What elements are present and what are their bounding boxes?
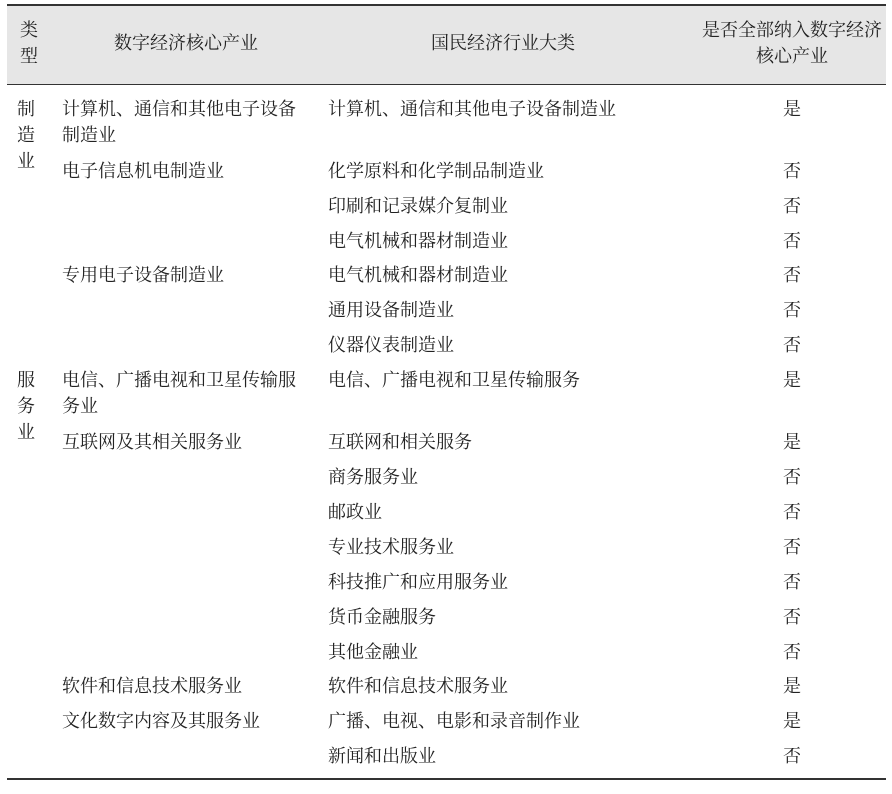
category-cell: 软件和信息技术服务业 <box>328 676 508 697</box>
included-cell: 否 <box>783 746 801 767</box>
category-cell: 电信、广播电视和卫星传输服务 <box>328 370 580 391</box>
header-fully-included: 是否全部纳入数字经济核心产业 <box>702 20 882 67</box>
included-cell: 否 <box>783 607 801 628</box>
included-cell: 否 <box>783 335 801 356</box>
header-type: 类型 <box>20 20 38 67</box>
category-cell: 电气机械和器材制造业 <box>328 231 508 252</box>
category-cell: 新闻和出版业 <box>328 746 436 767</box>
included-cell: 是 <box>783 370 801 391</box>
core-industry-cell: 软件和信息技术服务业 <box>62 676 242 697</box>
core-industry-cell: 计算机、通信和其他电子设备制造业 <box>62 99 296 146</box>
category-cell: 互联网和相关服务 <box>328 432 472 453</box>
category-cell: 货币金融服务 <box>328 607 436 628</box>
included-cell: 是 <box>783 99 801 120</box>
core-industry-cell: 电子信息机电制造业 <box>62 161 224 182</box>
category-cell: 仪器仪表制造业 <box>328 335 454 356</box>
category-cell: 印刷和记录媒介复制业 <box>328 196 508 217</box>
header-core-industry: 数字经济核心产业 <box>114 33 258 54</box>
included-cell: 否 <box>783 231 801 252</box>
included-cell: 是 <box>783 676 801 697</box>
included-cell: 否 <box>783 572 801 593</box>
included-cell: 否 <box>783 300 801 321</box>
group-label-manufacturing: 制造业 <box>17 99 35 172</box>
included-cell: 否 <box>783 502 801 523</box>
included-cell: 否 <box>783 537 801 558</box>
included-cell: 否 <box>783 642 801 663</box>
category-cell: 化学原料和化学制品制造业 <box>328 161 544 182</box>
included-cell: 否 <box>783 196 801 217</box>
core-industry-cell: 电信、广播电视和卫星传输服务业 <box>62 370 296 417</box>
included-cell: 是 <box>783 711 801 732</box>
bottom-rule <box>7 778 886 780</box>
category-cell: 专业技术服务业 <box>328 537 454 558</box>
category-cell: 通用设备制造业 <box>328 300 454 321</box>
core-industry-cell: 互联网及其相关服务业 <box>62 432 242 453</box>
category-cell: 广播、电视、电影和录音制作业 <box>328 711 580 732</box>
category-cell: 其他金融业 <box>328 642 418 663</box>
category-cell: 科技推广和应用服务业 <box>328 572 508 593</box>
included-cell: 否 <box>783 161 801 182</box>
header-rule <box>7 84 886 85</box>
group-label-services: 服务业 <box>17 370 35 443</box>
category-cell: 计算机、通信和其他电子设备制造业 <box>328 99 616 120</box>
included-cell: 是 <box>783 432 801 453</box>
category-cell: 电气机械和器材制造业 <box>328 265 508 286</box>
included-cell: 否 <box>783 265 801 286</box>
core-industry-cell: 文化数字内容及其服务业 <box>62 711 260 732</box>
top-rule <box>7 4 886 6</box>
category-cell: 邮政业 <box>328 502 382 523</box>
core-industry-cell: 专用电子设备制造业 <box>62 265 224 286</box>
included-cell: 否 <box>783 467 801 488</box>
category-cell: 商务服务业 <box>328 467 418 488</box>
header-national-category: 国民经济行业大类 <box>431 33 575 54</box>
